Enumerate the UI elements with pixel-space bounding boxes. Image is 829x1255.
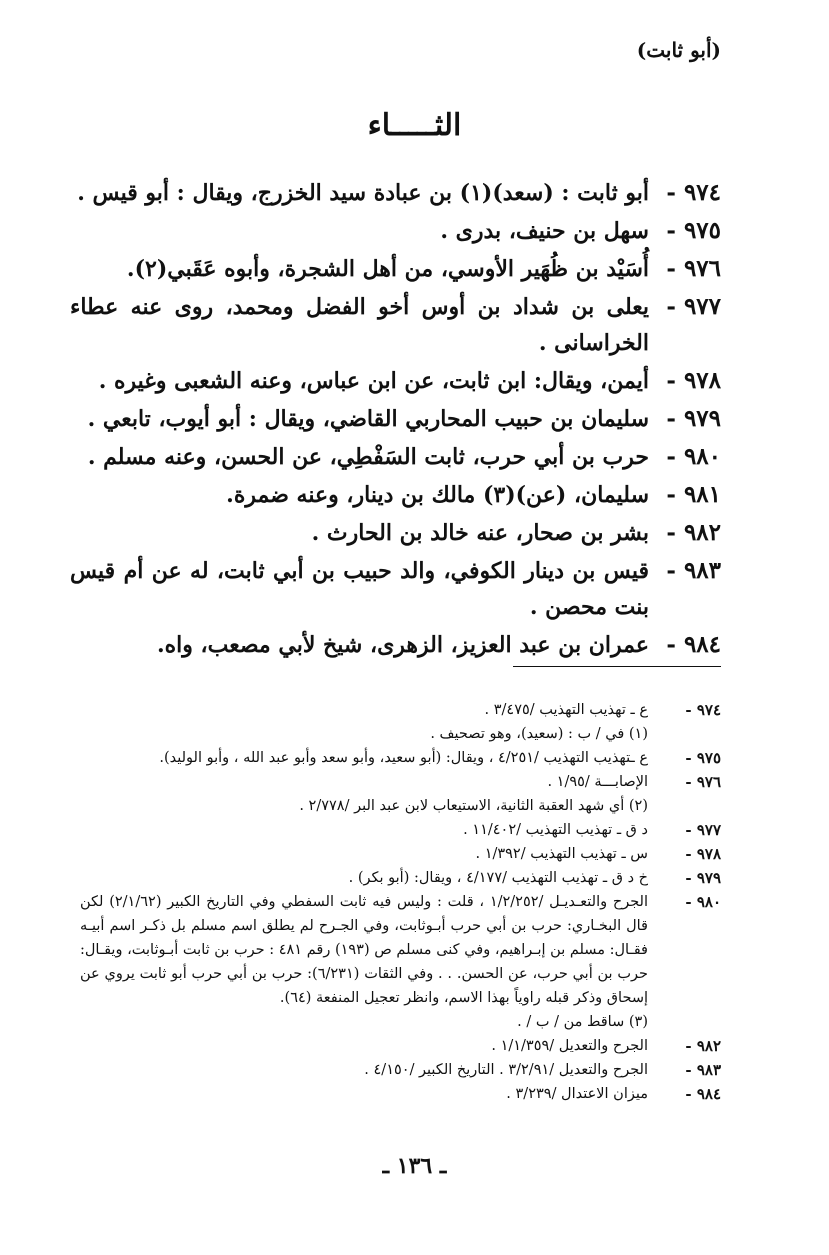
footnote-number: ٩٨٢ - [685,1037,721,1055]
footnote-text: د ق ـ تهذيب التهذيب /١١/٤٠٢ . [463,822,648,838]
entries-list [70,175,721,665]
footnote [80,722,721,746]
entry-text: حرب بن أبي حرب، ثابت السَفْطِي، عن الحسن، وعنه مسلم . [87,444,649,470]
footnote-text: ع ـتهذيب التهذيب /٤/٢٥١ ، ويقال: (أبو سعيد، وأبو سعد وأبو عبد الله ، وأبو الوليد). [159,750,648,766]
footnote-text: الإصابـــة /١/٩٥ . [547,774,648,790]
footnote-number: ٩٧٧ - [685,821,721,839]
entry-text: قيس بن دينار الكوفي، والد حبيب بن أبي ثابت، له عن أم قيس بنت محصن . [70,558,649,620]
footnote-number: ٩٧٤ - [685,701,721,719]
footnote [80,818,721,842]
entry-text: سليمان بن حبيب المحاربي القاضي، ويقال : أبو أيوب، تابعي . [87,406,649,432]
footnote-number: ٩٨٠ - [685,893,721,911]
entry-text: أبو ثابت : (سعد)(١) بن عبادة سيد الخزرج، ويقال : أبو قيس . [77,180,649,206]
footnote-text: (٢) أي شهد العقبة الثانية، الاستيعاب لابن عبد البر /٢/٧٧٨ . [299,798,648,814]
footnote-number: ٩٧٥ - [685,749,721,767]
footnote [80,770,721,794]
entry [70,401,721,437]
footnote-divider [513,666,721,667]
entry-text: سليمان، (عن)(٣) مالك بن دينار، وعنه ضمرة. [226,482,649,508]
footnote-number: ٩٧٦ - [685,773,721,791]
footnote [80,842,721,866]
entry-number: ٩٨٤ - [666,631,721,658]
entry [70,363,721,399]
entry-number: ٩٧٤ - [666,179,721,206]
footnote-text: ميزان الاعتدال /٣/٢٣٩ . [506,1086,648,1102]
footnote [80,1010,721,1034]
entry [70,553,721,625]
entry-number: ٩٧٨ - [666,367,721,394]
section-title: الثـــــاء [367,108,462,143]
page-number: ـ ١٣٦ ـ [382,1153,447,1179]
footnote-text: (١) في / ب : (سعيد)، وهو تصحيف . [430,726,648,742]
entry [70,515,721,551]
footnote-text: س ـ تهذيب التهذيب /١/٣٩٢ . [475,846,648,862]
entry-number: ٩٧٥ - [666,217,721,244]
entry-number: ٩٨٣ - [666,557,721,584]
footnote-text: الجرح والتعديل /٣/٢/٩١ . التاريخ الكبير /٤/١٥٠ . [364,1062,648,1078]
footnote [80,1034,721,1058]
entry-text: أيمن، ويقال: ابن ثابت، عن ابن عباس، وعنه الشعبى وغيره . [98,368,649,394]
footnotes-list [80,698,721,1106]
entry [70,289,721,361]
entry [70,213,721,249]
running-header: (أبو ثابت) [636,38,721,62]
entry-number: ٩٧٩ - [666,405,721,432]
entry-number: ٩٨٢ - [666,519,721,546]
footnote [80,794,721,818]
footnote [80,1058,721,1082]
footnote-number: ٩٧٨ - [685,845,721,863]
entry-number: ٩٨٠ - [666,443,721,470]
footnote-text: ع ـ تهذيب التهذيب /٣/٤٧٥ . [484,702,648,718]
footnote-text: الجرح والتعـديـل /١/٢/٢٥٢ ، قلت : وليس فيه ثابت السفطي وفي التاريخ الكبير (٢/١/٦٢) لكن قال البخـاري: حرب بن أبي حرب أبـوثابت، وفي الجـرح لم يطلق اسم مسلم بل ذكـر اسم أبيـه فقـال: مسلم بن إبـراهيم، وفي كنى مسلم ص (١٩٣) رقم ٤٨١ : حرب بن ثابت أبـوثابت، ويقـال: حرب بن أبي حرب، عن الحسن. . . وفي الثقات (٦/٢٣١): حرب بن أبي حرب أبو ثابت يروي عن إسحاق وذكر قبله راوياً بهذا الاسم، وانظر تعجيل المنفعة (٦٤). [80,894,649,1006]
footnote [80,698,721,722]
entry [70,251,721,287]
entry-text: بشر بن صحار، عنه خالد بن الحارث . [311,520,649,546]
entry [70,627,721,663]
footnote [80,746,721,770]
entry [70,477,721,513]
entry-text: عمران بن عبد العزيز، الزهرى، شيخ لأبي مصعب، واه. [156,632,649,658]
entry-number: ٩٨١ - [666,481,721,508]
entry-text: أُسَيْد بن ظُهَير الأوسي، من أهل الشجرة، وأبوه عَقَبي(٢). [126,256,649,282]
footnote-text: خ د ق ـ تهذيب التهذيب /٤/١٧٧ ، ويقال: (أبو بكر) . [348,870,648,886]
entry-text: سهل بن حنيف، بدرى . [440,218,649,244]
footnote [80,1082,721,1106]
entry-number: ٩٧٧ - [666,293,721,320]
entry [70,439,721,475]
footnote [80,890,721,1010]
footnote-number: ٩٨٣ - [685,1061,721,1079]
footnote-text: الجرح والتعديل /١/١/٣٥٩ . [491,1038,648,1054]
footnote [80,866,721,890]
footnote-text: (٣) ساقط من / ب / . [517,1014,648,1030]
entry [70,175,721,211]
footnote-number: ٩٨٤ - [685,1085,721,1103]
footnote-number: ٩٧٩ - [685,869,721,887]
entry-number: ٩٧٦ - [666,255,721,282]
entry-text: يعلى بن شداد بن أوس أخو الفضل ومحمد، روى عنه عطاء الخراسانى . [70,294,649,356]
